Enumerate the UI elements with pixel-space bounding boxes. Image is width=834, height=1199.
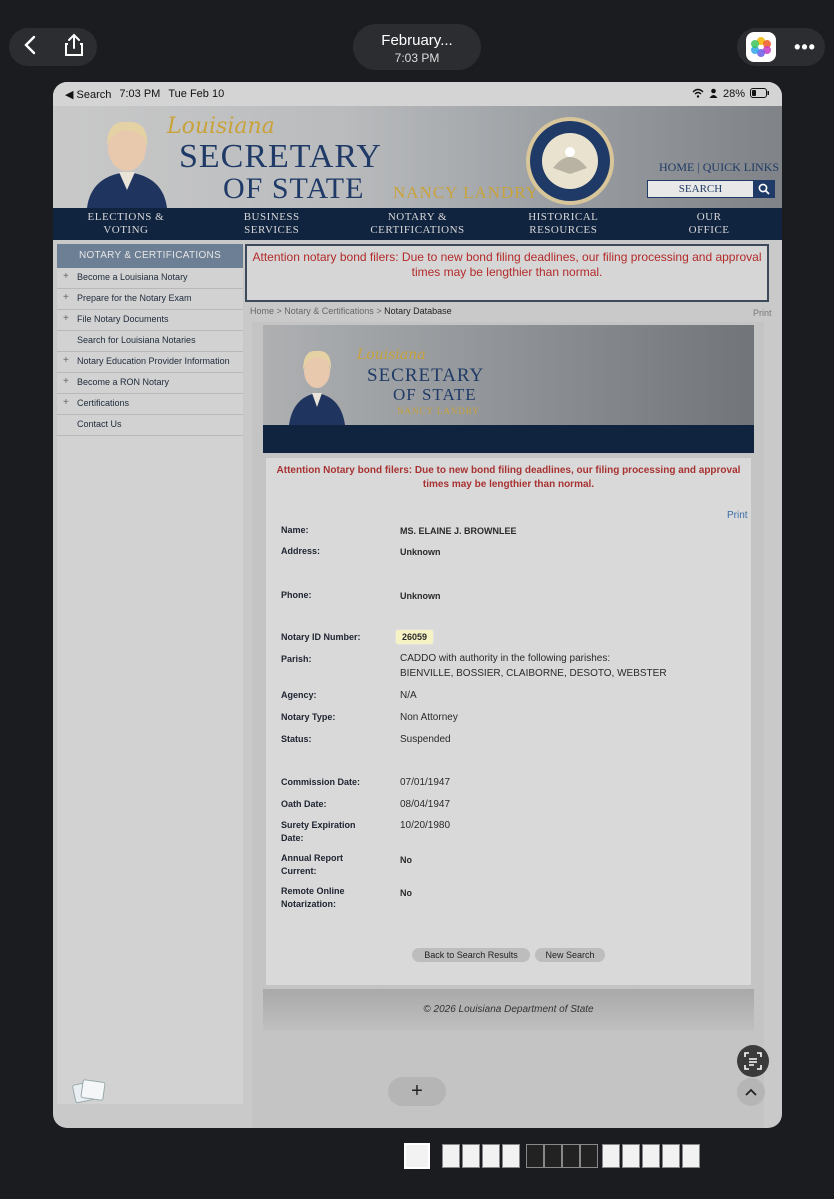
oath-date-label: Oath Date: bbox=[281, 799, 327, 809]
breadcrumb-home[interactable]: Home bbox=[250, 306, 275, 316]
viewer-title-pill[interactable] bbox=[353, 24, 481, 70]
thumbnail-current[interactable] bbox=[404, 1143, 430, 1169]
site-search-input[interactable]: SEARCH bbox=[647, 180, 754, 198]
chevron-up-icon[interactable] bbox=[737, 1078, 765, 1106]
inner-brand-line-1: SECRETARY bbox=[367, 365, 485, 386]
status-date: Tue Feb 10 bbox=[168, 88, 225, 100]
breadcrumb-section[interactable]: Notary & Certifications bbox=[284, 306, 374, 316]
sidebar-item-label: Certifications bbox=[77, 398, 130, 408]
thumbnail[interactable] bbox=[682, 1144, 700, 1168]
plus-icon: + bbox=[63, 313, 69, 324]
plus-icon: + bbox=[63, 376, 69, 387]
main-nav bbox=[53, 208, 782, 240]
thumbnail[interactable] bbox=[622, 1144, 640, 1168]
breadcrumb-separator: > bbox=[373, 306, 385, 316]
notary-id-highlight bbox=[396, 630, 433, 644]
plus-icon: + bbox=[63, 397, 69, 408]
ios-status-bar bbox=[53, 82, 782, 106]
phone-label: Phone: bbox=[281, 590, 312, 600]
surety-expiration-value: 10/20/1980 bbox=[400, 820, 451, 831]
print-link[interactable]: Print bbox=[753, 308, 772, 318]
sidebar-item-label: Prepare for the Notary Exam bbox=[77, 293, 192, 303]
notary-type-label: Notary Type: bbox=[281, 712, 336, 722]
commission-date-value: 07/01/1947 bbox=[400, 777, 451, 788]
site-header-banner bbox=[53, 106, 782, 208]
status-label: Status: bbox=[281, 734, 312, 744]
agency-label: Agency: bbox=[281, 690, 317, 700]
thumbnail[interactable] bbox=[580, 1144, 598, 1168]
name-label: Name: bbox=[281, 525, 309, 535]
breadcrumb-separator: > bbox=[274, 306, 285, 316]
back-chevron-icon[interactable] bbox=[23, 35, 37, 60]
name-value: MS. ELAINE J. BROWNLEE bbox=[400, 526, 517, 536]
thumbnail[interactable] bbox=[526, 1144, 544, 1168]
new-search-button[interactable]: New Search bbox=[535, 948, 605, 962]
thumbnail[interactable] bbox=[442, 1144, 460, 1168]
breadcrumb bbox=[250, 306, 452, 316]
back-to-results-button[interactable]: Back to Search Results bbox=[412, 948, 530, 962]
sidebar-item-search-notaries[interactable] bbox=[57, 331, 243, 352]
address-value: Unknown bbox=[400, 547, 441, 557]
sidebar-item-certifications[interactable] bbox=[57, 394, 243, 415]
thumbnail[interactable] bbox=[482, 1144, 500, 1168]
sidebar-item-prepare-exam[interactable] bbox=[57, 289, 243, 310]
plus-icon: + bbox=[63, 355, 69, 366]
record-print-link[interactable]: Print bbox=[727, 510, 748, 521]
sidebar-item-education-provider[interactable] bbox=[57, 352, 243, 373]
commission-date-label: Commission Date: bbox=[281, 777, 361, 787]
sidebar-item-label: Contact Us bbox=[77, 419, 122, 429]
status-value: Suspended bbox=[400, 734, 451, 745]
sidebar-header: NOTARY & CERTIFICATIONS bbox=[57, 244, 243, 268]
nav-our-office[interactable]: OUR OFFICE bbox=[688, 211, 730, 236]
viewer-nav-pill bbox=[9, 28, 97, 66]
surety-expiration-label-2: Date: bbox=[281, 833, 304, 843]
status-time: 7:03 PM bbox=[119, 88, 161, 100]
viewer-title: February... bbox=[381, 32, 453, 49]
notary-id-label: Notary ID Number: bbox=[281, 632, 361, 642]
sidebar-item-label: Become a RON Notary bbox=[77, 377, 170, 387]
thumbnail[interactable] bbox=[602, 1144, 620, 1168]
parish-label: Parish: bbox=[281, 654, 312, 664]
wifi-icon bbox=[692, 88, 704, 101]
brand-name: NANCY LANDRY bbox=[393, 183, 539, 202]
parish-value-line-2: BIENVILLE, BOSSIER, CLAIBORNE, DESOTO, WEBSTER bbox=[400, 668, 667, 679]
notary-id-value: 26059 bbox=[396, 630, 433, 644]
ron-label-2: Notarization: bbox=[281, 899, 336, 909]
parish-value-line-1: CADDO with authority in the following parishes: bbox=[400, 653, 611, 664]
sidebar-item-label: Search for Louisiana Notaries bbox=[77, 335, 196, 345]
page-footer: © 2026 Louisiana Department of State bbox=[263, 989, 754, 1031]
annual-report-label-1: Annual Report bbox=[281, 853, 343, 863]
back-to-app-link[interactable]: ◀ Search bbox=[65, 88, 112, 101]
brand-script: Louisiana bbox=[167, 114, 275, 139]
person-icon bbox=[709, 88, 718, 101]
screenshot-frame bbox=[53, 82, 782, 1128]
photos-app-icon[interactable] bbox=[746, 32, 776, 62]
secretary-portrait bbox=[79, 110, 175, 208]
inner-nav-bar bbox=[263, 425, 754, 453]
surety-expiration-label-1: Surety Expiration bbox=[281, 820, 356, 830]
secretary-portrait-small bbox=[287, 341, 347, 425]
thumbnail[interactable] bbox=[562, 1144, 580, 1168]
battery-icon bbox=[750, 88, 770, 101]
sidebar-item-become-notary[interactable] bbox=[57, 268, 243, 289]
agency-value: N/A bbox=[400, 690, 417, 701]
viewer-time: 7:03 PM bbox=[394, 51, 440, 65]
record-alert: Attention Notary bond filers: Due to new bond filing deadlines, our filing processing and approval times may be lengthier than normal. bbox=[276, 465, 741, 490]
sticker-icon[interactable] bbox=[72, 1077, 106, 1107]
notary-record-card bbox=[266, 458, 751, 985]
inner-brand-script: Louisiana bbox=[357, 347, 426, 363]
share-icon[interactable] bbox=[64, 33, 84, 62]
annual-report-value: No bbox=[400, 855, 412, 865]
nav-notary-certifications[interactable]: NOTARY & CERTIFICATIONS bbox=[370, 211, 465, 236]
sidebar-item-file-documents[interactable] bbox=[57, 310, 243, 331]
live-text-icon[interactable] bbox=[737, 1045, 769, 1077]
thumbnail-strip bbox=[404, 1144, 704, 1168]
sidebar-item-label: Notary Education Provider Information bbox=[77, 356, 230, 366]
brand-line-2: OF STATE bbox=[223, 172, 365, 205]
sidebar-item-label: File Notary Documents bbox=[77, 314, 169, 324]
nav-historical-resources[interactable]: HISTORICAL RESOURCES bbox=[528, 211, 599, 236]
phone-value: Unknown bbox=[400, 591, 441, 601]
notary-type-value: Non Attorney bbox=[400, 712, 458, 723]
plus-icon: + bbox=[63, 271, 69, 282]
address-label: Address: bbox=[281, 546, 321, 556]
search-icon[interactable] bbox=[753, 180, 775, 198]
plus-icon: + bbox=[63, 292, 69, 303]
inner-header-banner bbox=[263, 325, 754, 425]
sidebar-item-label: Become a Louisiana Notary bbox=[77, 272, 188, 282]
state-seal-icon bbox=[525, 116, 615, 206]
brand-line-1: SECRETARY bbox=[179, 138, 382, 175]
ron-label-1: Remote Online bbox=[281, 886, 345, 896]
add-icon[interactable]: + bbox=[388, 1077, 446, 1106]
ron-value: No bbox=[400, 888, 412, 898]
sidebar-item-ron-notary[interactable] bbox=[57, 373, 243, 394]
thumbnail[interactable] bbox=[642, 1144, 660, 1168]
inner-brand-name: NANCY LANDRY bbox=[397, 406, 480, 416]
thumbnail[interactable] bbox=[462, 1144, 480, 1168]
home-quick-links[interactable]: HOME | QUICK LINKS bbox=[659, 160, 780, 174]
thumbnail[interactable] bbox=[544, 1144, 562, 1168]
battery-percent: 28% bbox=[722, 88, 745, 100]
oath-date-value: 08/04/1947 bbox=[400, 799, 451, 810]
thumbnail[interactable] bbox=[502, 1144, 520, 1168]
annual-report-label-2: Current: bbox=[281, 866, 317, 876]
inner-brand-line-2: OF STATE bbox=[393, 385, 477, 404]
left-sidebar bbox=[57, 244, 243, 1104]
bond-filing-alert: Attention notary bond filers: Due to new bond filing deadlines, our filing processing and approval times may be lengthier than normal. bbox=[245, 244, 769, 302]
nav-business-services[interactable]: BUSINESS SERVICES bbox=[243, 211, 300, 236]
more-options-icon[interactable]: ••• bbox=[794, 36, 816, 57]
nav-elections-voting[interactable]: ELECTIONS & VOTING bbox=[87, 211, 165, 236]
viewer-actions-pill bbox=[737, 28, 825, 66]
sidebar-item-contact-us[interactable] bbox=[57, 415, 243, 436]
breadcrumb-current: Notary Database bbox=[384, 306, 452, 316]
thumbnail[interactable] bbox=[662, 1144, 680, 1168]
